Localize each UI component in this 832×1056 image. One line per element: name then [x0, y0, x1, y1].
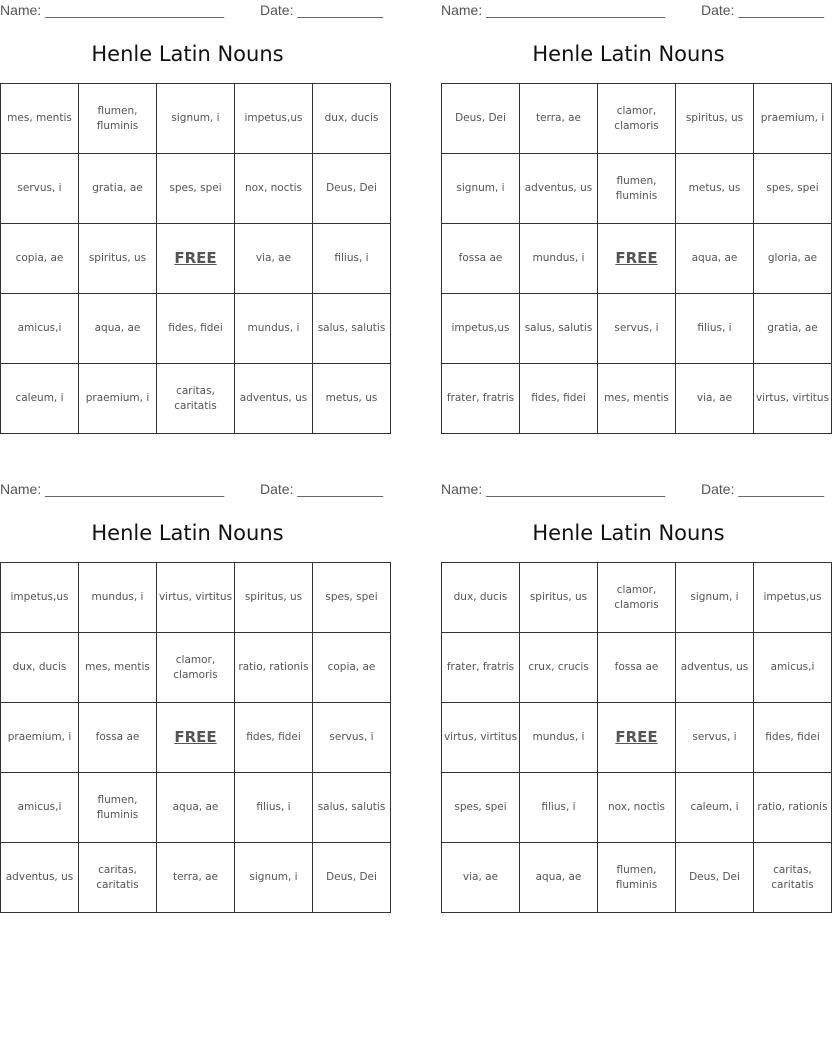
bingo-cell[interactable]: frater, fratris — [442, 633, 520, 703]
bingo-cell[interactable]: praemium, i — [754, 84, 832, 154]
bingo-cell[interactable]: flumen, fluminis — [79, 773, 157, 843]
bingo-cell[interactable]: ratio, rationis — [235, 633, 313, 703]
grid-row — [1, 294, 391, 364]
bingo-cell[interactable]: virtus, virtitus — [442, 703, 520, 773]
grid-row — [442, 703, 832, 773]
bingo-cell[interactable]: copia, ae — [313, 633, 391, 703]
bingo-cell[interactable]: caleum, i — [1, 364, 79, 434]
bingo-cell[interactable]: Deus, Dei — [676, 843, 754, 913]
bingo-card-4 — [441, 479, 828, 913]
bingo-cell[interactable]: spes, spei — [313, 563, 391, 633]
bingo-cell[interactable]: dux, ducis — [442, 563, 520, 633]
bingo-cell[interactable]: virtus, virtitus — [157, 563, 235, 633]
bingo-cell[interactable]: clamor, clamoris — [157, 633, 235, 703]
bingo-cell[interactable]: clamor, clamoris — [598, 84, 676, 154]
bingo-cell[interactable]: impetus,us — [754, 563, 832, 633]
grid-row — [442, 294, 832, 364]
bingo-cell[interactable]: gloria, ae — [754, 224, 832, 294]
bingo-cell[interactable]: crux, crucis — [520, 633, 598, 703]
grid-row — [442, 773, 832, 843]
bingo-cell[interactable]: amicus,i — [754, 633, 832, 703]
bingo-cell[interactable]: signum, i — [235, 843, 313, 913]
bingo-cell[interactable]: spiritus, us — [235, 563, 313, 633]
bingo-cell[interactable]: praemium, i — [79, 364, 157, 434]
bingo-cell[interactable]: spes, spei — [754, 154, 832, 224]
bingo-cell[interactable]: aqua, ae — [157, 773, 235, 843]
grid-row — [1, 563, 391, 633]
bingo-cell[interactable]: mundus, i — [79, 563, 157, 633]
bingo-cell[interactable]: mundus, i — [520, 703, 598, 773]
bingo-cell[interactable]: caritas, caritatis — [157, 364, 235, 434]
name-field[interactable]: Name: _______________________ — [441, 481, 666, 497]
bingo-grid — [441, 83, 832, 434]
bingo-cell[interactable]: caleum, i — [676, 773, 754, 843]
bingo-cell[interactable]: spiritus, us — [520, 563, 598, 633]
bingo-cell[interactable]: salus, salutis — [520, 294, 598, 364]
bingo-cell[interactable]: flumen, fluminis — [598, 843, 676, 913]
bingo-card-2 — [441, 0, 830, 434]
bingo-cell[interactable]: mundus, i — [520, 224, 598, 294]
bingo-card-3 — [0, 479, 386, 913]
bingo-cell[interactable]: aqua, ae — [520, 843, 598, 913]
grid-row — [442, 154, 832, 224]
bingo-cell[interactable]: frater, fratris — [442, 364, 520, 434]
bingo-cell[interactable]: metus, us — [313, 364, 391, 434]
bingo-cell[interactable]: gratia, ae — [754, 294, 832, 364]
bingo-cell[interactable]: dux, ducis — [1, 633, 79, 703]
date-field[interactable]: Date: ___________ — [701, 2, 824, 18]
bingo-cell[interactable]: Deus, Dei — [313, 843, 391, 913]
bingo-cell[interactable]: adventus, us — [520, 154, 598, 224]
grid-row — [442, 224, 832, 294]
free-space-cell[interactable]: FREE — [157, 703, 235, 773]
bingo-cell[interactable]: spiritus, us — [79, 224, 157, 294]
bingo-cell[interactable]: amicus,i — [1, 294, 79, 364]
card-title: Henle Latin Nouns — [532, 42, 725, 66]
grid-row — [442, 843, 832, 913]
bingo-cell[interactable]: spes, spei — [157, 154, 235, 224]
bingo-cell[interactable]: aqua, ae — [676, 224, 754, 294]
date-field[interactable]: Date: ___________ — [260, 2, 383, 18]
bingo-cell[interactable]: filius, i — [235, 773, 313, 843]
bingo-cell[interactable]: mes, mentis — [79, 633, 157, 703]
grid-row — [1, 633, 391, 703]
grid-row — [442, 364, 832, 434]
bingo-cell[interactable]: mes, mentis — [598, 364, 676, 434]
bingo-cell[interactable]: amicus,i — [1, 773, 79, 843]
bingo-cell[interactable]: signum, i — [157, 84, 235, 154]
free-space-cell[interactable]: FREE — [157, 224, 235, 294]
bingo-cell[interactable]: fides, fidei — [754, 703, 832, 773]
bingo-cell[interactable]: fossa ae — [598, 633, 676, 703]
grid-row — [442, 563, 832, 633]
bingo-cell[interactable]: nox, noctis — [235, 154, 313, 224]
grid-row — [1, 364, 391, 434]
bingo-cell[interactable]: servus, i — [1, 154, 79, 224]
grid-row — [1, 224, 391, 294]
bingo-cell[interactable]: servus, i — [676, 703, 754, 773]
bingo-cell[interactable]: virtus, virtitus — [754, 364, 832, 434]
bingo-cell[interactable]: adventus, us — [235, 364, 313, 434]
date-field[interactable]: Date: ___________ — [260, 481, 383, 497]
bingo-cell[interactable]: Deus, Dei — [442, 84, 520, 154]
bingo-cell[interactable]: impetus,us — [442, 294, 520, 364]
bingo-cell[interactable]: mes, mentis — [1, 84, 79, 154]
bingo-cell[interactable]: mundus, i — [235, 294, 313, 364]
bingo-cell[interactable]: dux, ducis — [313, 84, 391, 154]
grid-row — [1, 154, 391, 224]
bingo-cell[interactable]: filius, i — [313, 224, 391, 294]
bingo-cell[interactable]: terra, ae — [520, 84, 598, 154]
name-field[interactable]: Name: _______________________ — [0, 481, 225, 497]
grid-row — [1, 84, 391, 154]
bingo-cell[interactable]: filius, i — [676, 294, 754, 364]
bingo-cell[interactable]: nox, noctis — [598, 773, 676, 843]
bingo-cell[interactable]: adventus, us — [1, 843, 79, 913]
bingo-cell[interactable]: salus, salutis — [313, 773, 391, 843]
bingo-cell[interactable]: fides, fidei — [520, 364, 598, 434]
free-space-cell[interactable]: FREE — [598, 224, 676, 294]
bingo-cell[interactable]: via, ae — [235, 224, 313, 294]
bingo-grid — [0, 83, 391, 434]
bingo-grid — [441, 562, 832, 913]
name-field[interactable]: Name: _______________________ — [0, 2, 225, 18]
bingo-cell[interactable]: fides, fidei — [157, 294, 235, 364]
bingo-cell[interactable]: ratio, rationis — [754, 773, 832, 843]
bingo-cell[interactable]: via, ae — [676, 364, 754, 434]
bingo-grid — [0, 562, 391, 913]
bingo-cell[interactable]: filius, i — [520, 773, 598, 843]
grid-row — [1, 703, 391, 773]
card-title: Henle Latin Nouns — [91, 521, 284, 545]
bingo-cell[interactable]: caritas, caritatis — [79, 843, 157, 913]
bingo-cell[interactable]: fossa ae — [442, 224, 520, 294]
free-space-cell[interactable]: FREE — [598, 703, 676, 773]
bingo-cell[interactable]: salus, salutis — [313, 294, 391, 364]
bingo-cell[interactable]: adventus, us — [676, 633, 754, 703]
bingo-cell[interactable]: signum, i — [442, 154, 520, 224]
bingo-cell[interactable]: caritas, caritatis — [754, 843, 832, 913]
grid-row — [442, 84, 832, 154]
bingo-cell[interactable]: impetus,us — [1, 563, 79, 633]
bingo-cell[interactable]: servus, i — [598, 294, 676, 364]
bingo-cell[interactable]: impetus,us — [235, 84, 313, 154]
bingo-cell[interactable]: flumen, fluminis — [598, 154, 676, 224]
name-field[interactable]: Name: _______________________ — [441, 2, 666, 18]
bingo-cell[interactable]: flumen, fluminis — [79, 84, 157, 154]
grid-row — [1, 843, 391, 913]
bingo-cell[interactable]: gratia, ae — [79, 154, 157, 224]
bingo-cell[interactable]: signum, i — [676, 563, 754, 633]
date-field[interactable]: Date: ___________ — [701, 481, 824, 497]
bingo-cell[interactable]: metus, us — [676, 154, 754, 224]
bingo-cell[interactable]: praemium, i — [1, 703, 79, 773]
grid-row — [442, 633, 832, 703]
bingo-cell[interactable]: copia, ae — [1, 224, 79, 294]
grid-row — [1, 773, 391, 843]
bingo-cell[interactable]: Deus, Dei — [313, 154, 391, 224]
bingo-cell[interactable]: via, ae — [442, 843, 520, 913]
bingo-card-1 — [0, 0, 386, 434]
card-title: Henle Latin Nouns — [91, 42, 284, 66]
bingo-cell[interactable]: terra, ae — [157, 843, 235, 913]
card-title: Henle Latin Nouns — [532, 521, 725, 545]
bingo-cell[interactable]: aqua, ae — [79, 294, 157, 364]
bingo-cell[interactable]: spes, spei — [442, 773, 520, 843]
bingo-cell[interactable]: fossa ae — [79, 703, 157, 773]
bingo-cell[interactable]: clamor, clamoris — [598, 563, 676, 633]
bingo-cell[interactable]: fides, fidei — [235, 703, 313, 773]
bingo-cell[interactable]: servus, i — [313, 703, 391, 773]
bingo-cell[interactable]: spiritus, us — [676, 84, 754, 154]
